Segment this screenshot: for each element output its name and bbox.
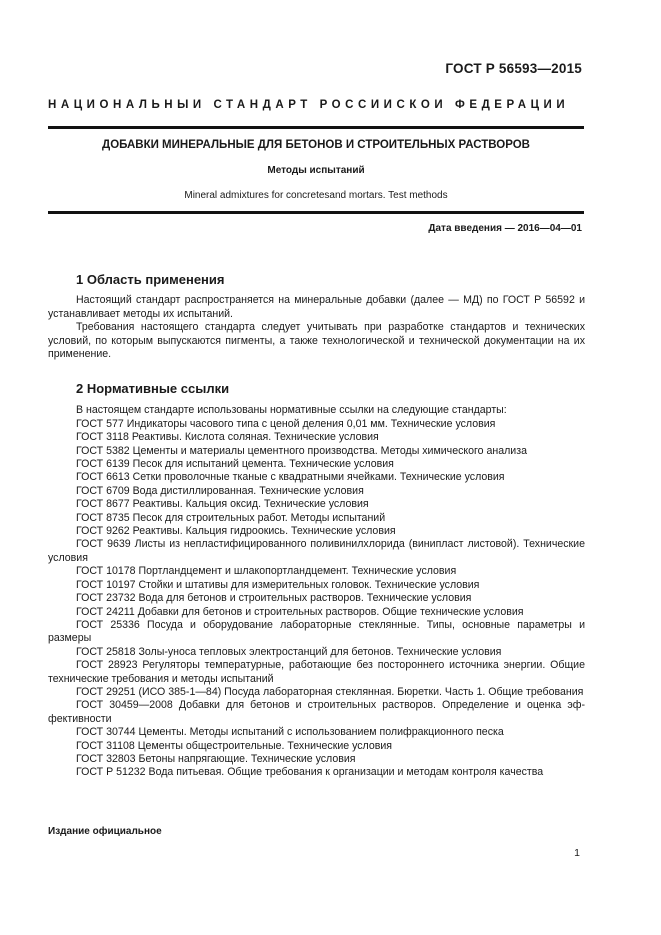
reference-item: ГОСТ 29251 (ИСО 385-1—84) Посуда лабораторная стеклянная. Бюретки. Часть 1. Общие требования xyxy=(76,685,584,698)
document-subtitle: Методы испытаний xyxy=(267,165,365,176)
reference-item: ГОСТ 30744 Цементы. Методы испытаний с использованием полифракционного песка xyxy=(76,726,504,739)
reference-item: ГОСТ 30459—2008 Добавки для бетонов и строительных растворов. Определение и оценка эффективности xyxy=(48,699,585,725)
reference-item: ГОСТ 5382 Цементы и материалы цементного производства. Методы химического анализа xyxy=(76,444,527,457)
reference-item: ГОСТ 10178 Портландцемент и шлакопортландцемент. Технические условия xyxy=(76,565,457,578)
reference-item: ГОСТ 25336 Посуда и оборудование лабораторные стеклянные. Типы, основные параметры и размеры xyxy=(48,618,585,645)
reference-item: ГОСТ 10197 Стойки и штативы для измерительных головок. Технические условия xyxy=(76,578,480,591)
reference-item: ГОСТ 8735 Песок для строительных работ. Методы испытаний xyxy=(76,511,386,524)
english-title: Mineral admixtures for concretesand mortars. Test methods xyxy=(184,190,448,201)
reference-item: ГОСТ 6709 Вода дистиллированная. Технические условия xyxy=(76,484,364,497)
reference-item: ГОСТ 28923 Регуляторы температурные, работающие без постороннего источника энергии. Общие технические требования и методы испытаний xyxy=(48,659,585,685)
reference-item: ГОСТ 25818 Золы-уноса тепловых электростанций для бетонов. Технические условия xyxy=(76,645,502,658)
reference-item: ГОСТ Р 51232 Вода питьевая. Общие требования к организации и методам контроля качества xyxy=(76,766,544,779)
reference-item: ГОСТ 3118 Реактивы. Кислота соляная. Технические условия xyxy=(76,431,379,444)
reference-item: ГОСТ 23732 Вода для бетонов и строительных растворов. Технические условия xyxy=(76,592,472,605)
reference-item: ГОСТ 32803 Бетоны напрягающие. Технические условия xyxy=(76,752,356,765)
section-heading: 2 Нормативные ссылки xyxy=(76,381,230,396)
paragraph: Настоящий стандарт распространяется на минеральные добавки (далее — МД) по ГОСТ Р 56592 и устанавливает методы их испытаний. xyxy=(48,294,585,320)
document-code: ГОСТ Р 56593—2015 xyxy=(445,61,582,76)
section-normative-references xyxy=(48,382,585,780)
reference-item: ГОСТ 6613 Сетки проволочные тканые с квадратными ячейками. Технические условия xyxy=(76,471,505,484)
introduction-date: Дата введения — 2016—04—01 xyxy=(428,223,582,234)
paragraph: Требования настоящего стандарта следует учитывать при разработке стандартов и технических условий, по которым выпускаются пигменты, а также технологической и технической документации на их применение. xyxy=(48,321,585,361)
reference-item: ГОСТ 9262 Реактивы. Кальция гидроокись. Технические условия xyxy=(76,525,396,538)
reference-item: ГОСТ 6139 Песок для испытаний цемента. Технические условия xyxy=(76,458,394,471)
page-number: 1 xyxy=(574,847,580,859)
top-rule xyxy=(48,126,584,129)
section-heading: 1 Область применения xyxy=(76,272,225,287)
official-edition-note: Издание официальное xyxy=(48,826,162,837)
national-standard-banner: НАЦИОНАЛЬНЫЙ СТАНДАРТ РОССИЙСКОЙ ФЕДЕРАЦИИ xyxy=(48,99,570,111)
document-title: ДОБАВКИ МИНЕРАЛЬНЫЕ ДЛЯ БЕТОНОВ И СТРОИТЕЛЬНЫХ РАСТВОРОВ xyxy=(102,139,530,151)
reference-item: ГОСТ 577 Индикаторы часового типа с ценой деления 0,01 мм. Технические условия xyxy=(76,417,496,430)
section-scope xyxy=(48,273,585,361)
bottom-rule xyxy=(48,211,584,214)
paragraph: В настоящем стандарте использованы нормативные ссылки на следующие стандарты: xyxy=(76,404,507,417)
reference-item: ГОСТ 31108 Цементы общестроительные. Технические условия xyxy=(76,739,393,752)
reference-item: ГОСТ 8677 Реактивы. Кальция оксид. Технические условия xyxy=(76,498,369,511)
reference-item: ГОСТ 9639 Листы из непластифицированного поливинилхлорида (винипласт листовой). Технические условия xyxy=(48,538,585,564)
reference-item: ГОСТ 24211 Добавки для бетонов и строительных растворов. Общие технические условия xyxy=(76,605,524,618)
